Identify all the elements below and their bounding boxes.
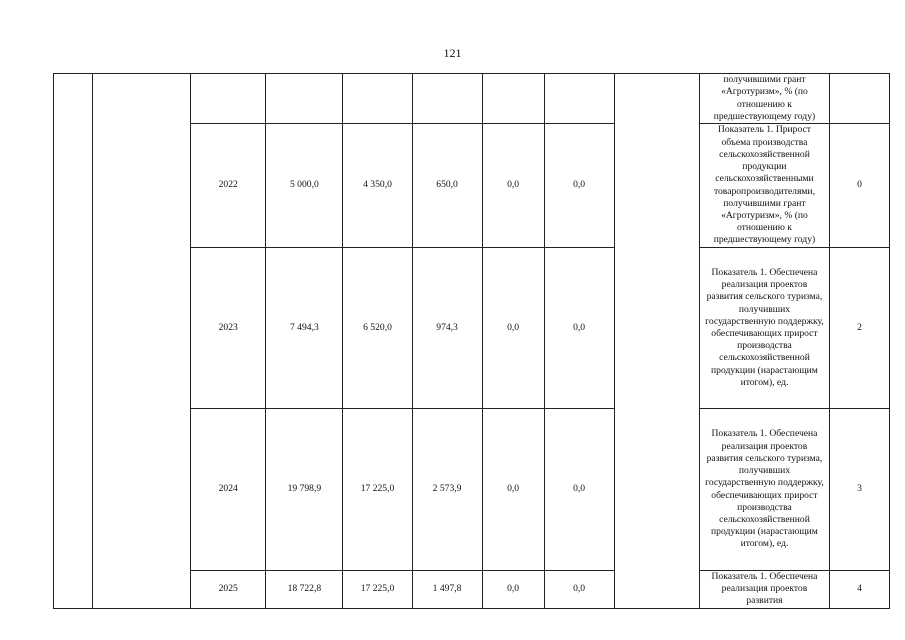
value-cell: 0,0 <box>482 248 544 409</box>
indicator-cell: Показатель 1. Прирост объема производства сельскохозяйственной продукции сельскохозяйственными товаропроизводителями, получившими грант «Агротуризм», % (по отношению к предшествующему году) <box>699 124 829 248</box>
target-value-cell: 4 <box>829 571 889 609</box>
indicator-cell: Показатель 1. Обеспечена реализация проектов развития сельского туризма, получивших государственную поддержку, обеспечивающих прирост производства сельскохозяйственной продукции (нарастающим итогом), ед. <box>699 248 829 409</box>
budget-indicator-table <box>53 73 890 609</box>
value-cell <box>343 74 412 124</box>
merged-cell-col-1 <box>54 74 93 609</box>
value-cell: 0,0 <box>544 571 614 609</box>
page-number: 121 <box>443 46 462 60</box>
target-value-cell: 3 <box>829 409 889 571</box>
year-cell: 2025 <box>191 571 266 609</box>
value-cell <box>412 74 482 124</box>
indicator-cell: Показатель 1. Обеспечена реализация проектов развития сельского туризма, получивших государственную поддержку, обеспечивающих прирост производства сельскохозяйственной продукции (нарастающим итогом), ед. <box>699 409 829 571</box>
value-cell: 0,0 <box>482 571 544 609</box>
value-cell: 0,0 <box>544 124 614 248</box>
merged-cell-col-2 <box>92 74 191 609</box>
year-cell <box>191 74 266 124</box>
value-cell: 17 225,0 <box>343 571 412 609</box>
value-cell: 0,0 <box>544 248 614 409</box>
value-cell: 5 000,0 <box>266 124 343 248</box>
value-cell: 0,0 <box>544 409 614 571</box>
value-cell: 6 520,0 <box>343 248 412 409</box>
year-cell: 2023 <box>191 248 266 409</box>
value-cell: 4 350,0 <box>343 124 412 248</box>
value-cell <box>544 74 614 124</box>
value-cell: 1 497,8 <box>412 571 482 609</box>
value-cell: 19 798,9 <box>266 409 343 571</box>
value-cell <box>266 74 343 124</box>
indicator-cell: Показатель 1. Обеспечена реализация проектов развития <box>699 571 829 609</box>
target-value-cell: 0 <box>829 124 889 248</box>
value-cell: 0,0 <box>482 409 544 571</box>
value-cell: 17 225,0 <box>343 409 412 571</box>
value-cell: 18 722,8 <box>266 571 343 609</box>
value-cell: 0,0 <box>482 124 544 248</box>
value-cell: 2 573,9 <box>412 409 482 571</box>
indicator-cell: получившими грант «Агротуризм», % (по отношению к предшествующему году) <box>699 74 829 124</box>
target-value-cell <box>829 74 889 124</box>
year-cell: 2024 <box>191 409 266 571</box>
value-cell: 7 494,3 <box>266 248 343 409</box>
year-cell: 2022 <box>191 124 266 248</box>
value-cell: 650,0 <box>412 124 482 248</box>
value-cell: 974,3 <box>412 248 482 409</box>
merged-cell-col-9 <box>614 74 699 609</box>
target-value-cell: 2 <box>829 248 889 409</box>
table-row <box>54 74 890 124</box>
value-cell <box>482 74 544 124</box>
